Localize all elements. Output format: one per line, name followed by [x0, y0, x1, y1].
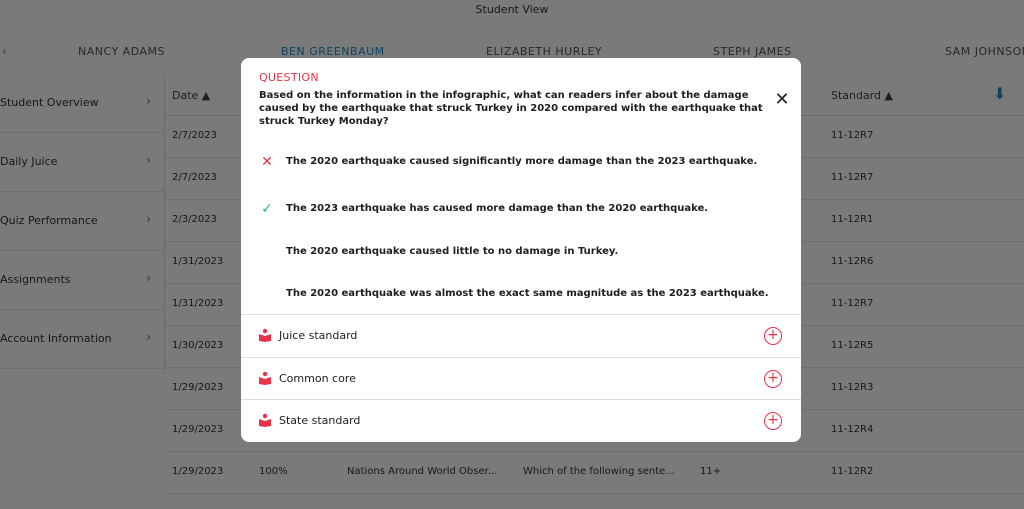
answer-text: The 2020 earthquake caused little to no damage in Turkey.: [286, 246, 619, 257]
answer-text: The 2020 earthquake was almost the exact same magnitude as the 2023 earthquake.: [286, 288, 769, 299]
common-core-row[interactable]: [241, 357, 801, 400]
question-modal: [241, 58, 801, 442]
close-icon[interactable]: ✕: [774, 89, 790, 110]
state-standard-label: State standard: [279, 414, 361, 427]
juice-standard-row[interactable]: [241, 314, 801, 357]
question-text: Based on the information in the infographic, what can readers infer about the damage caused by the earthquake that struck Turkey in 2020 compared with the earthquake that struck Turkey Monday?: [259, 90, 763, 127]
answer-option: [259, 201, 779, 221]
common-core-label: Common core: [279, 372, 356, 385]
book-icon: [258, 371, 272, 385]
answer-text: The 2023 earthquake has caused more damage than the 2020 earthquake.: [286, 203, 709, 214]
juice-standard-label: Juice standard: [279, 329, 358, 342]
book-icon: [258, 328, 272, 342]
answer-option: [259, 244, 779, 264]
expand-plus-icon[interactable]: +: [764, 370, 782, 388]
expand-plus-icon[interactable]: +: [764, 412, 782, 430]
answer-option: [259, 286, 779, 306]
answer-text: The 2020 earthquake caused significantly more damage than the 2023 earthquake.: [286, 156, 758, 167]
correct-answer-icon: ✓: [261, 201, 273, 217]
book-icon: [258, 413, 272, 427]
question-label: QUESTION: [259, 71, 319, 84]
state-standard-row[interactable]: [241, 399, 801, 442]
wrong-answer-icon: ✕: [261, 154, 273, 170]
answer-option: [259, 154, 779, 174]
expand-plus-icon[interactable]: +: [764, 327, 782, 345]
